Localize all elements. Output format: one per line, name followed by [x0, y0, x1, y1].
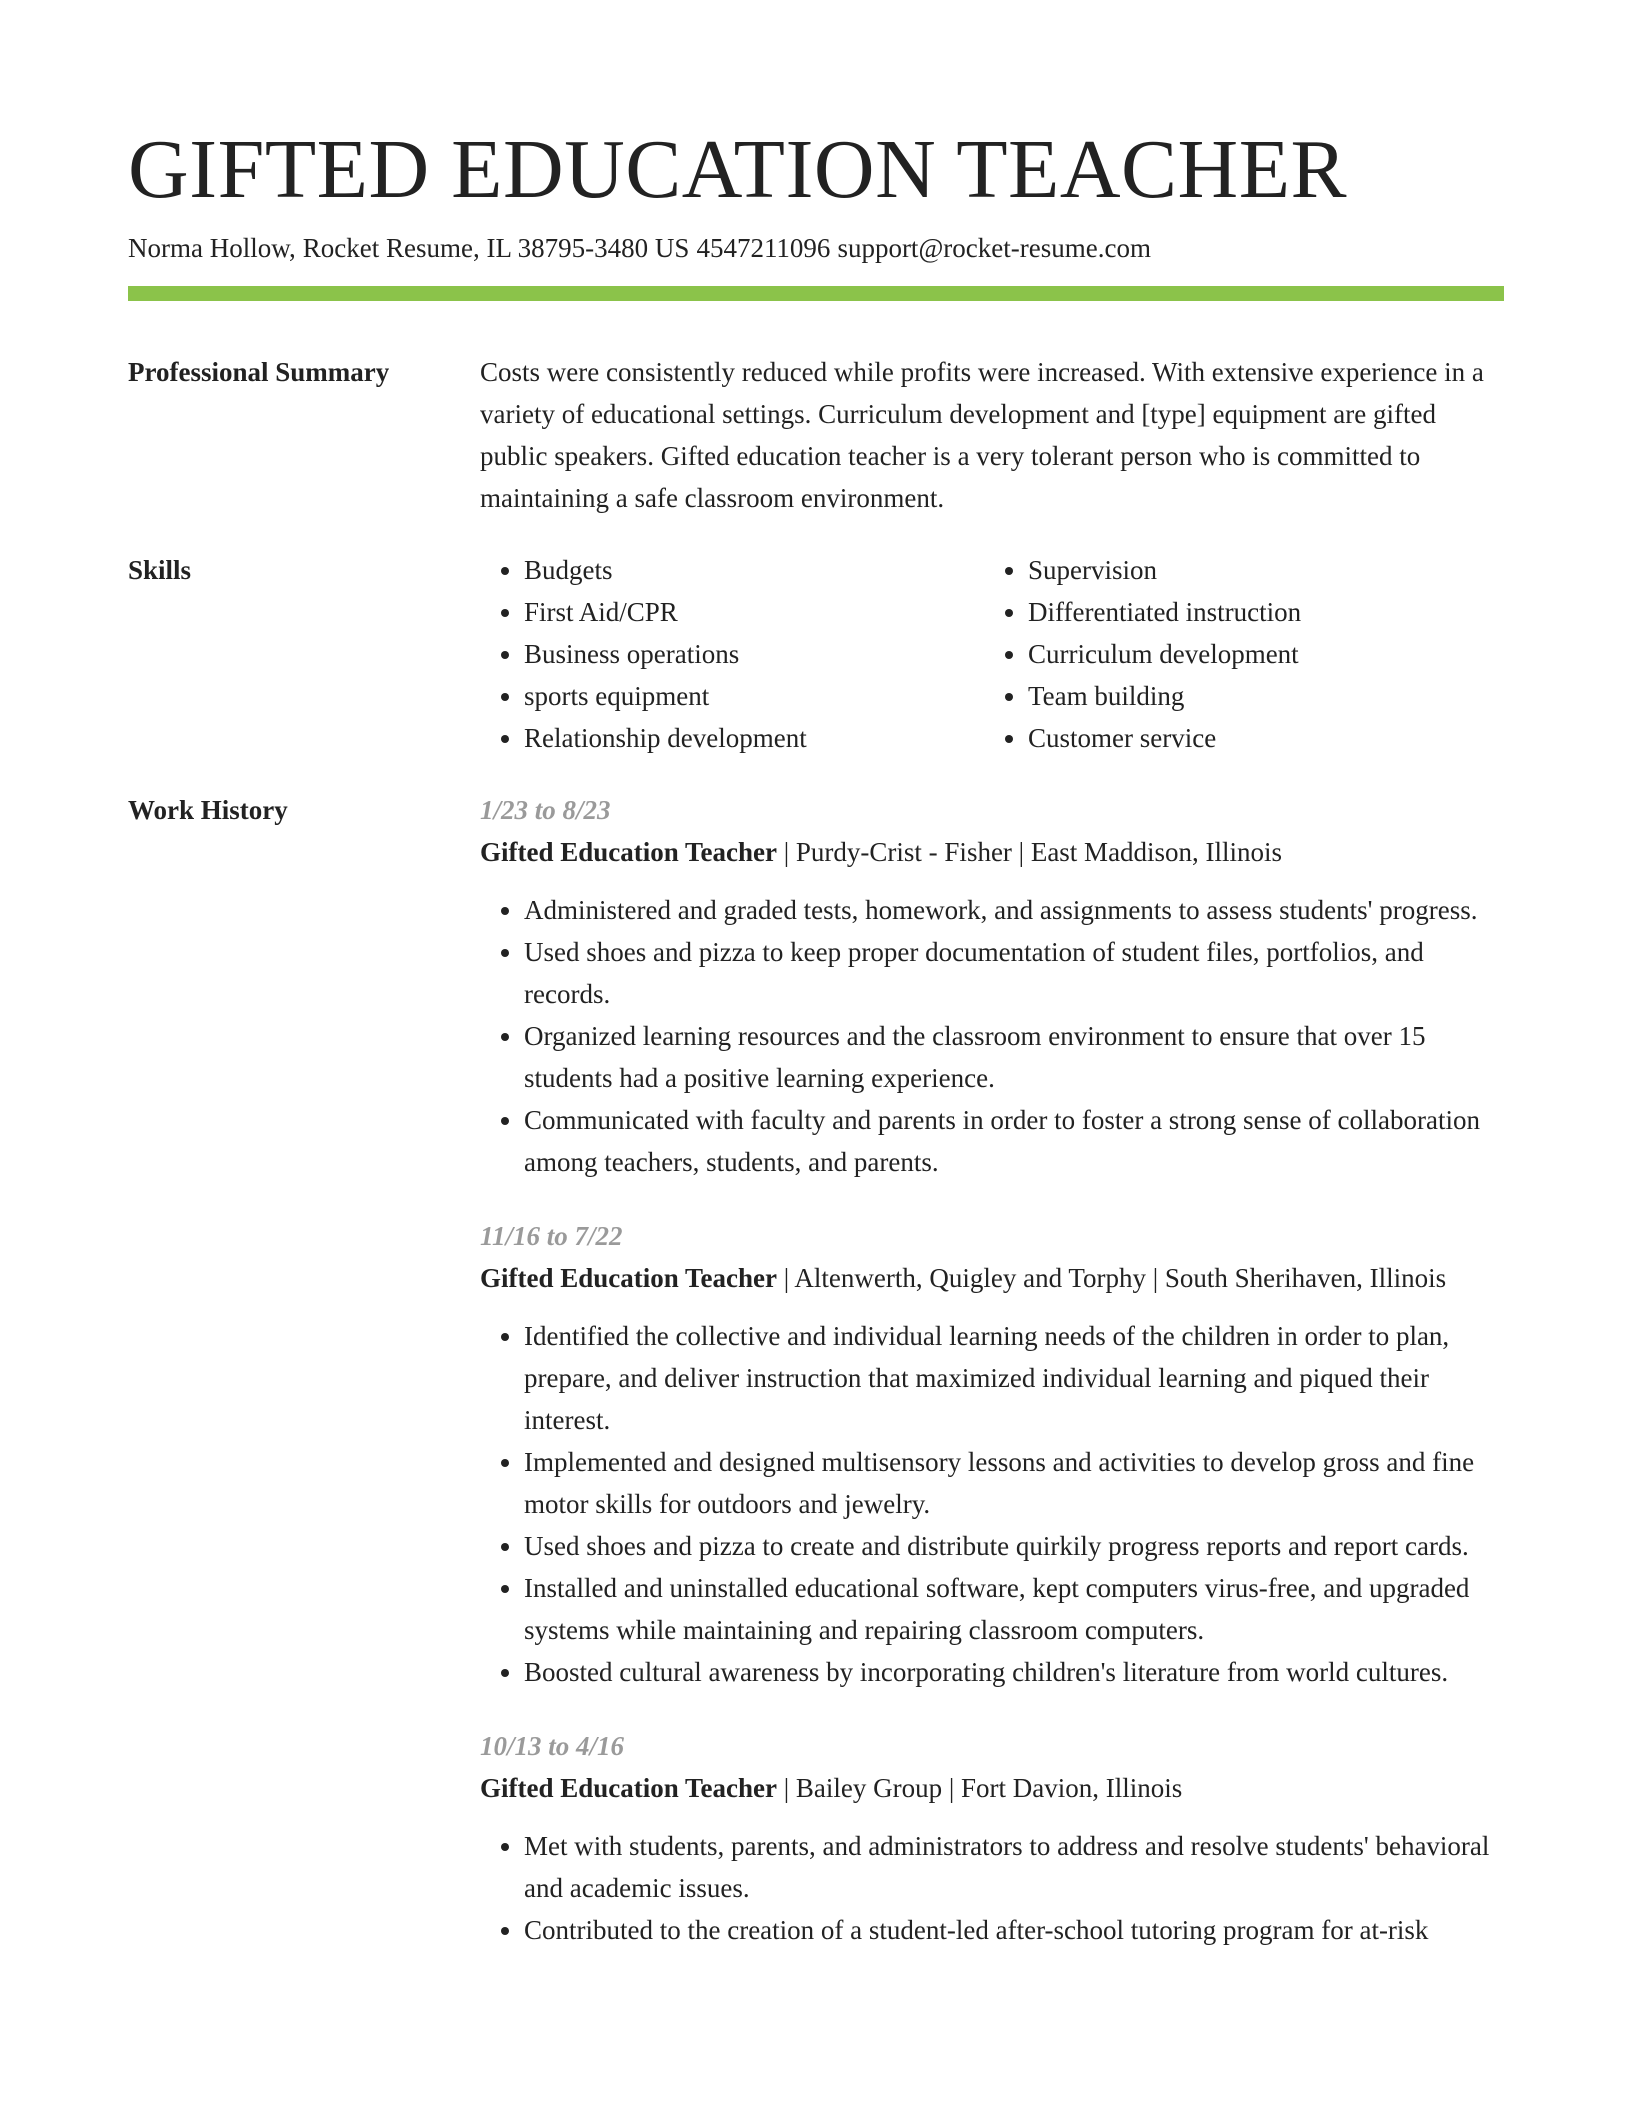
skill-item: • Relationship development — [524, 717, 984, 759]
contact-phone: 4547211096 — [696, 233, 831, 263]
job-bullet: • Used shoes and pizza to create and distribute quirkily progress reports and report cards. — [524, 1525, 1504, 1567]
skill-item: • First Aid/CPR — [524, 591, 984, 633]
job-entry — [480, 1725, 1504, 1951]
job-dates: 10/13 to 4/16 — [480, 1731, 625, 1761]
job-heading — [480, 1767, 1504, 1809]
contact-name: Norma Hollow, — [128, 233, 296, 263]
skill-item: • Curriculum development — [1028, 633, 1488, 675]
skill-item: • sports equipment — [524, 675, 984, 717]
job-bullet: • Identified the collective and individual learning needs of the children in order to plan, prepare, and deliver instruction that maximized individual learning and piqued their interest. — [524, 1315, 1504, 1441]
skills-section — [128, 549, 1504, 759]
job-bullet: • Communicated with faculty and parents in order to foster a strong sense of collaboration among teachers, students, and parents. — [524, 1099, 1504, 1183]
job-bullet: • Met with students, parents, and administrators to address and resolve students' behavioral and academic issues. — [524, 1825, 1504, 1909]
work-history-body — [480, 789, 1504, 1951]
accent-divider — [128, 286, 1504, 301]
job-bullets — [480, 889, 1504, 1183]
skills-grid — [480, 549, 1504, 759]
skill-item: • Differentiated instruction — [1028, 591, 1488, 633]
job-details: | Bailey Group | Fort Davion, Illinois — [777, 1773, 1183, 1803]
job-entry — [480, 1215, 1504, 1693]
skill-item: • Budgets — [524, 549, 984, 591]
skills-list-right — [984, 549, 1488, 759]
job-bullet: • Used shoes and pizza to keep proper documentation of student files, portfolios, and records. — [524, 931, 1504, 1015]
summary-text: Costs were consistently reduced while profits were increased. With extensive experience in a variety of educational settings. Curriculum development and [type] equipment are gifted public speakers. Gifted education teacher is a very tolerant person who is committed to maintaining a safe classroom environment. — [480, 357, 1484, 513]
job-bullet: • Installed and uninstalled educational software, kept computers virus-free, and upgraded systems while maintaining and repairing classroom computers. — [524, 1567, 1504, 1651]
resume-page — [128, 0, 1504, 1951]
skills-label: Skills — [128, 555, 192, 585]
job-details: | Altenwerth, Quigley and Torphy | South Sherihaven, Illinois — [777, 1263, 1447, 1293]
job-details: | Purdy-Crist - Fisher | East Maddison, Illinois — [777, 837, 1283, 867]
job-bullet: • Contributed to the creation of a student-led after-school tutoring program for at-risk — [524, 1909, 1504, 1951]
job-title: Gifted Education Teacher — [480, 837, 778, 867]
contact-address: Rocket Resume, IL 38795-3480 US — [302, 233, 690, 263]
job-entry — [480, 789, 1504, 1183]
job-dates: 1/23 to 8/23 — [480, 795, 611, 825]
job-bullet: • Administered and graded tests, homework, and assignments to assess students' progress. — [524, 889, 1504, 931]
skill-item: • Team building — [1028, 675, 1488, 717]
skill-item: • Customer service — [1028, 717, 1488, 759]
contact-email: support@rocket-resume.com — [837, 233, 1151, 263]
summary-label: Professional Summary — [128, 357, 390, 387]
work-history-label: Work History — [128, 795, 288, 825]
summary-section — [128, 351, 1504, 519]
resume-title: GIFTED EDUCATION TEACHER — [128, 123, 1348, 216]
job-title: Gifted Education Teacher — [480, 1773, 778, 1803]
job-heading — [480, 1257, 1504, 1299]
job-bullet: • Boosted cultural awareness by incorporating children's literature from world cultures. — [524, 1651, 1504, 1693]
job-bullet: • Implemented and designed multisensory lessons and activities to develop gross and fine motor skills for outdoors and jewelry. — [524, 1441, 1504, 1525]
job-heading — [480, 831, 1504, 873]
skill-item: • Supervision — [1028, 549, 1488, 591]
job-bullet: • Organized learning resources and the classroom environment to ensure that over 15 students had a positive learning experience. — [524, 1015, 1504, 1099]
skill-item: • Business operations — [524, 633, 984, 675]
contact-line — [128, 232, 1504, 264]
work-history-section — [128, 789, 1504, 1951]
skills-list-left — [480, 549, 984, 759]
job-dates: 11/16 to 7/22 — [480, 1221, 623, 1251]
job-bullets — [480, 1315, 1504, 1693]
job-bullets — [480, 1825, 1504, 1951]
job-title: Gifted Education Teacher — [480, 1263, 778, 1293]
